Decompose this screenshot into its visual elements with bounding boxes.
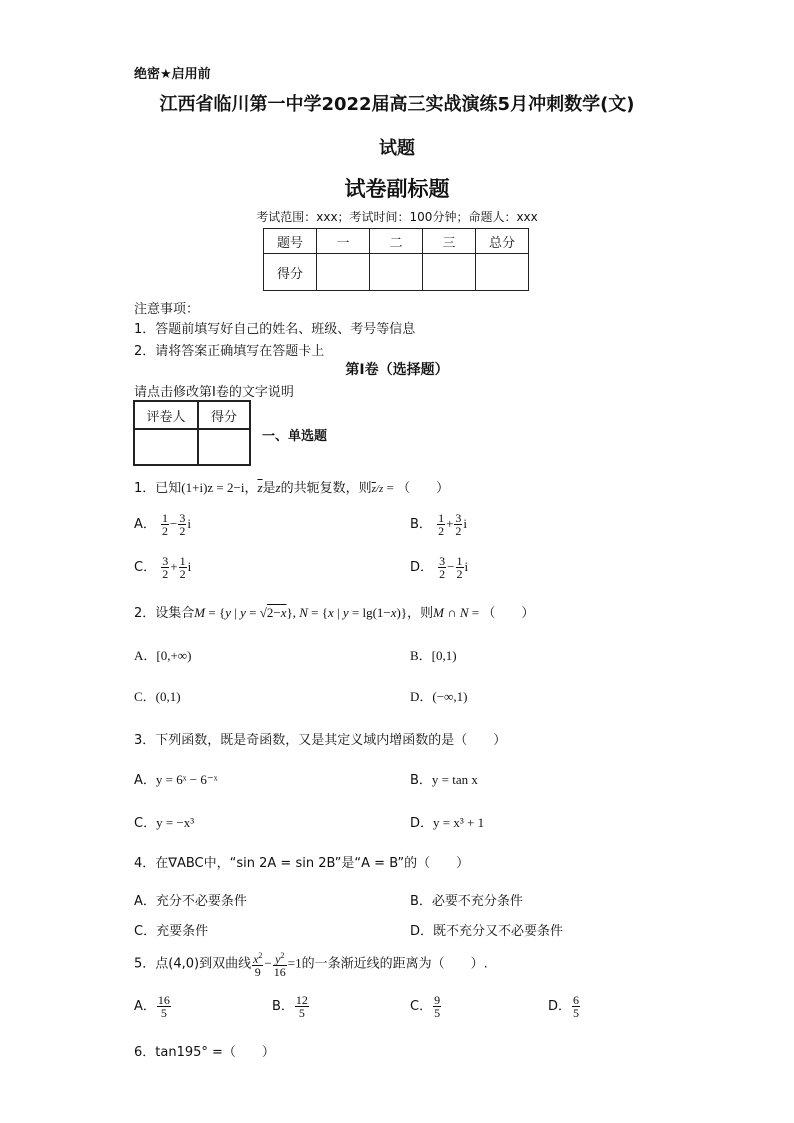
q1-mid2: 是 <box>262 481 276 496</box>
q1-option-d[interactable]: D． $\frac{3}{2}$ − $\frac{1}{2}$ i <box>410 554 469 581</box>
score-cell[interactable] <box>476 254 529 291</box>
q5-frac-y: $\frac{y^2}{16}$ <box>273 951 286 979</box>
option-label: C． <box>410 999 433 1014</box>
q1-number: 1． <box>134 481 156 496</box>
option-expr: y = tan x <box>431 772 478 787</box>
q4-option-d[interactable]: D．既不充分又不必要条件 <box>410 924 564 939</box>
evaluator-table <box>133 400 251 466</box>
q4-option-a[interactable]: A．充分不必要条件 <box>134 894 247 909</box>
question-5: 5．点(4,0)到双曲线 $\frac{x^2}{9}$ − $\frac{y^2}{16}$ =1的一条渐近线的距离为（ ）. <box>134 951 488 979</box>
exam-info: 考试范围：xxx；考试时间：100分钟；命题人：xxx <box>256 210 538 224</box>
q5-frac-x: $\frac{x^2}{9}$ <box>253 951 263 979</box>
note-item: 1．答题前填写好自己的姓名、班级、考号等信息 <box>134 322 416 337</box>
option-label: D． <box>410 816 434 831</box>
q1-sep: ， <box>244 481 258 496</box>
exam-title-line2: 试题 <box>379 138 415 159</box>
q2-post: ，则 <box>407 606 434 621</box>
q1-post: （ ） <box>397 481 450 496</box>
q5-post: 的一条渐近线的距离为（ ）. <box>301 956 488 972</box>
option-label: D． <box>410 560 434 575</box>
score-cell[interactable] <box>317 254 370 291</box>
q2-tail: （ ） <box>482 606 535 621</box>
notes-title: 注意事项： <box>134 302 200 317</box>
score-header: 三 <box>423 229 476 254</box>
q3-option-c[interactable] <box>134 812 194 831</box>
q1-ratio: $\overline{z}/z$ <box>371 483 384 495</box>
q1-z: z <box>275 480 281 495</box>
eval-header: 评卷人 <box>134 401 198 429</box>
question-2 <box>134 602 534 621</box>
option-label: A． <box>134 773 156 788</box>
option-label: C． <box>134 816 157 831</box>
q1-option-c[interactable]: C． $\frac{3}{2}$ + $\frac{1}{2}$ i <box>134 554 192 581</box>
option-label: B． <box>410 773 432 788</box>
exam-subtitle: 试卷副标题 <box>344 177 450 201</box>
option-label: D． <box>548 999 572 1014</box>
question-4: 4．在∇ABC中，“sin 2A = sin 2B”是“A = B”的（ ） <box>134 856 470 871</box>
option-expr: y = −x³ <box>156 815 195 830</box>
q3-option-b[interactable] <box>410 769 478 788</box>
question-3: 3．下列函数，既是奇函数，又是其定义域内增函数的是（ ） <box>134 733 507 748</box>
option-label: A． <box>134 999 156 1014</box>
q1-pre: 已知 <box>155 481 182 496</box>
q2-option-b[interactable]: B．[0,1) <box>410 648 457 663</box>
q5-option-b[interactable]: B． $\frac{12}{5}$ <box>272 993 308 1020</box>
option-label: B． <box>272 999 294 1014</box>
score-row-label: 得分 <box>264 254 317 291</box>
score-header: 一 <box>317 229 370 254</box>
option-label: C． <box>134 560 157 575</box>
q1-equation: (1+i)z = 2−i <box>181 480 245 495</box>
q5-option-c[interactable]: C． $\frac{9}{5}$ <box>410 993 441 1020</box>
q2-intersection: M ∩ N = <box>433 605 483 620</box>
eval-cell[interactable] <box>198 429 250 465</box>
q5-pre: 5．点(4,0)到双曲线 <box>134 956 252 972</box>
option-label: B． <box>410 517 432 532</box>
score-cell[interactable] <box>423 254 476 291</box>
q4-option-c[interactable]: C．充要条件 <box>134 924 209 939</box>
question-1 <box>134 477 449 496</box>
eval-cell[interactable] <box>134 429 198 465</box>
q1-option-b[interactable]: B． $\frac{1}{2}$ + $\frac{3}{2}$ i <box>410 511 468 538</box>
eval-header: 得分 <box>198 401 250 429</box>
section-title: 第I卷（选择题） <box>345 362 449 378</box>
question-6: 6．tan195° =（ ） <box>134 1045 275 1060</box>
q3-option-a[interactable] <box>134 769 217 788</box>
q2-option-c[interactable]: C．(0,1) <box>134 689 181 704</box>
note-item: 2．请将答案正确填写在答题卡上 <box>134 344 325 359</box>
q1-option-a[interactable]: A． $\frac{1}{2}$ − $\frac{3}{2}$ i <box>134 511 192 538</box>
score-header: 二 <box>370 229 423 254</box>
q2-text: 2．设集合 <box>134 606 195 621</box>
score-table <box>263 228 529 291</box>
q1-mid3: 的共轭复数，则 <box>280 481 372 496</box>
q1-zbar: $\overline{z}$ <box>257 480 263 495</box>
option-expr: y = x³ + 1 <box>433 815 485 830</box>
option-expr: y = 6ˣ − 6⁻ˣ <box>155 772 218 787</box>
exam-title: 江西省临川第一中学2022届高三实战演练5月冲刺数学(文) <box>159 94 635 115</box>
confidential-mark: 绝密★启用前 <box>134 67 211 82</box>
section-instruction: 请点击修改第I卷的文字说明 <box>134 385 294 400</box>
option-label: A． <box>134 517 156 532</box>
q4-option-b[interactable]: B．必要不充分条件 <box>410 894 523 909</box>
q3-option-d[interactable] <box>410 812 484 831</box>
q2-option-d[interactable]: D．(−∞,1) <box>410 689 468 704</box>
q5-option-a[interactable]: A． $\frac{16}{5}$ <box>134 993 170 1020</box>
q2-set-m: M = {y | y = √2−x}, N = {x | y = lg(1−x)} <box>194 605 408 620</box>
q5-option-d[interactable]: D． $\frac{6}{5}$ <box>548 993 580 1020</box>
score-cell[interactable] <box>370 254 423 291</box>
score-header: 总分 <box>476 229 529 254</box>
q1-eq-sign: = <box>383 480 398 495</box>
part-title: 一、单选题 <box>262 429 328 444</box>
q2-option-a[interactable]: A．[0,+∞) <box>134 648 192 663</box>
score-header: 题号 <box>264 229 317 254</box>
